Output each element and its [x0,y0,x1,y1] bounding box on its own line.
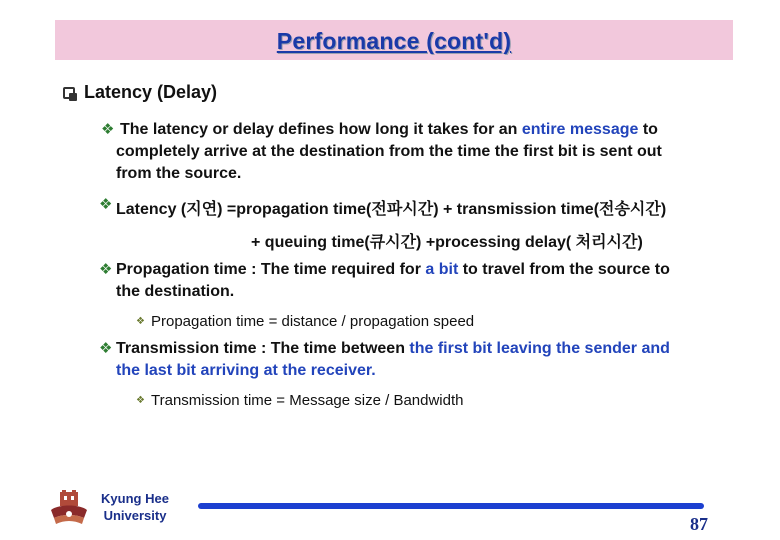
footer-bar [198,503,704,509]
diamond-bullet-icon: ❖ [99,340,113,357]
bullet-4-line-2: the last bit arriving at the receiver. [116,362,376,379]
bullet-4-line-1: Transmission time : The time between the first bit leaving the sender and [116,340,670,357]
bullet-3-line-1: Propagation time : The time required for a bit to travel from the source to [116,261,670,278]
bullet-3-formula: Propagation time = distance / propagation speed [151,313,475,330]
bullet-1-line-1: The latency or delay defines how long it takes for an entire message to [120,121,658,138]
bullet-4-formula: Transmission time = Message size / Bandwidth [151,392,464,409]
page-number: 87 [690,514,708,534]
diamond-bullet-icon: ❖ [101,121,115,138]
slide-title: Performance (cont'd) [276,28,512,54]
university-crest-icon [48,488,90,528]
section-heading: Latency (Delay) [84,82,218,102]
diamond-bullet-icon: ❖ [136,395,145,406]
bullet-2-line-1: Latency (지연) =propagation time(전파시간) + transmission time(전송시간) [116,201,667,218]
bullet-3-line-2: the destination. [116,283,235,300]
university-name: Kyung Hee University [101,491,169,523]
diamond-bullet-icon: ❖ [99,261,113,278]
title-bar [55,20,733,60]
bullet-2-line-2: + queuing time(큐시간) +processing delay( 처리시간) [251,234,643,251]
diamond-bullet-icon: ❖ [99,196,113,213]
bullet-1-line-2: completely arrive at the destination from the time the first bit is sent out [116,143,662,160]
square-bullet-icon [63,87,75,99]
bullet-1-line-3: from the source. [116,165,242,182]
diamond-bullet-icon: ❖ [136,316,145,327]
